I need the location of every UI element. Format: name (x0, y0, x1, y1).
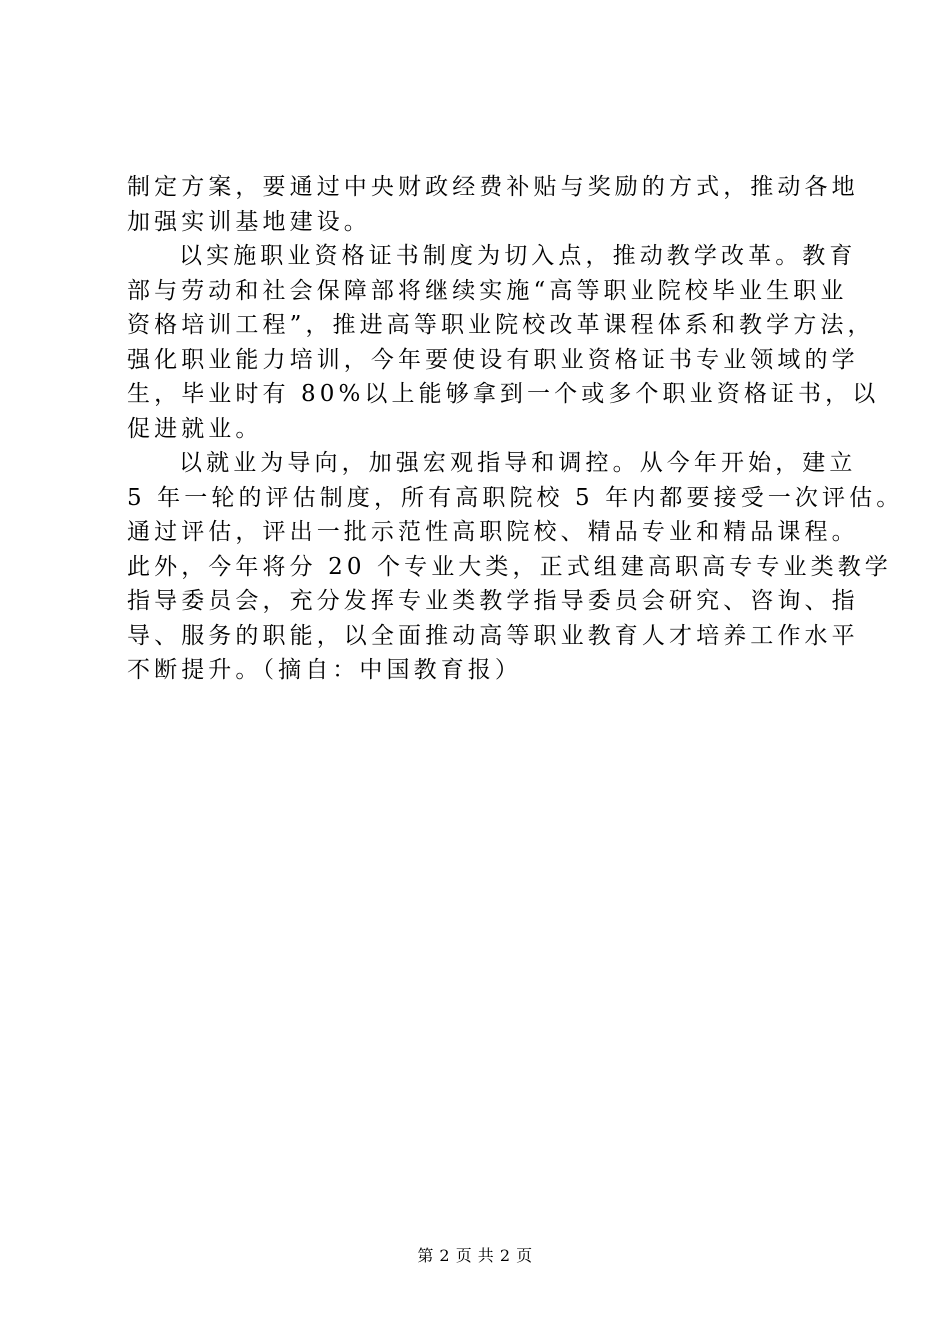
text-line: 资格培训工程”，推进高等职业院校改革课程体系和教学方法， (127, 312, 875, 338)
paragraph-start-line: 以实施职业资格证书制度为切入点，推动教学改革。教育 (179, 243, 857, 269)
text-line: 此外，今年将分 20 个专业大类，正式组建高职高专专业类教学 (127, 553, 892, 580)
text-line: 促进就业。 (127, 415, 263, 442)
document-body (127, 170, 904, 688)
text-line: 导、服务的职能，以全面推动高等职业教育人才培养工作水平 (127, 622, 859, 649)
text-line: 5 年一轮的评估制度，所有高职院校 5 年内都要接受一次评估。 (127, 484, 904, 511)
text-line: 通过评估，评出一批示范性高职院校、精品专业和精品课程。 (127, 519, 859, 545)
text-line: 部与劳动和社会保障部将继续实施“高等职业院校毕业生职业 (127, 277, 848, 304)
text-line: 强化职业能力培训，今年要使设有职业资格证书专业领域的学 (127, 346, 859, 373)
text-line: 生，毕业时有 80%以上能够拿到一个或多个职业资格证书，以 (127, 381, 880, 407)
page-number-footer: 第 2 页 共 2 页 (417, 1246, 533, 1265)
text-line: 制定方案，要通过中央财政经费补贴与奖励的方式，推动各地 (127, 174, 859, 200)
text-line: 加强实训基地建设。 (127, 208, 371, 235)
text-line: 不断提升。（摘自：中国教育报） (127, 657, 522, 683)
text-line: 指导委员会，充分发挥专业类教学指导委员会研究、咨询、指 (127, 588, 859, 614)
paragraph-start-line: 以就业为导向，加强宏观指导和调控。从今年开始，建立 (179, 450, 857, 476)
